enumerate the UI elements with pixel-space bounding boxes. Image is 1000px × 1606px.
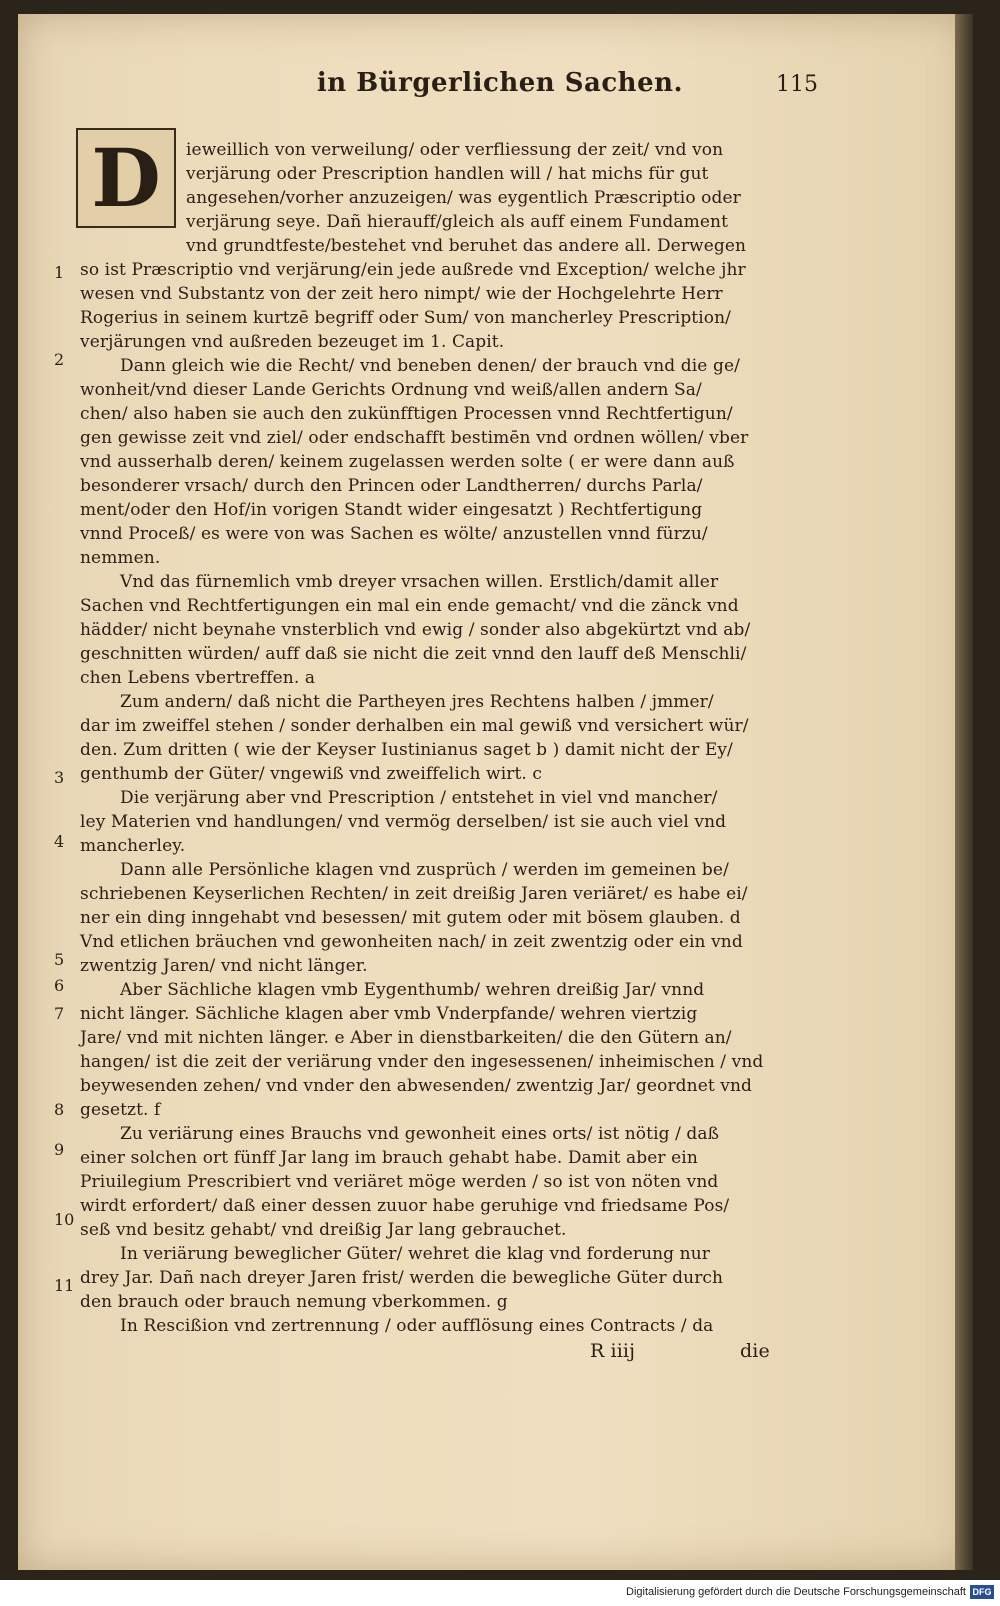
text-line: chen Lebens vbertreffen. a [80,668,316,688]
text-line: mancherley. [80,836,186,856]
margin-number: 10 [54,1210,75,1229]
text-line: ner ein ding inngehabt vnd besessen/ mit gutem oder mit bösem glauben. d [80,908,741,928]
text-line: nicht länger. Sächliche klagen aber vmb Vnderpfande/ wehren viertzig [80,1004,698,1024]
page-number: 115 [776,72,818,97]
margin-number: 6 [54,976,65,995]
margin-number: 1 [54,263,65,282]
initial-letter: D [91,131,161,225]
text-line: nemmen. [80,548,161,568]
text-line: den. Zum dritten ( wie der Keyser Iustinianus saget b ) damit nicht der Ey/ [80,740,733,760]
margin-number: 2 [54,350,65,369]
text-line: gen gewisse zeit vnd ziel/ oder endschafft bestimēn vnd ordnen wöllen/ vber [80,428,749,448]
text-line: vnd ausserhalb deren/ keinem zugelassen werden solte ( er were dann auß [80,452,735,472]
text-line: besonderer vrsach/ durch den Princen oder Landtherren/ durchs Parla/ [80,476,703,496]
text-line: verjärung oder Prescription handlen will / hat michs für gut [186,164,709,184]
text-line: zwentzig Jaren/ vnd nicht länger. [80,956,368,976]
footer-credit: Digitalisierung gefördert durch die Deutsche Forschungsgemeinschaft [626,1586,966,1598]
text-line: Die verjärung aber vnd Prescription / entstehet in viel vnd mancher/ [120,788,718,808]
text-line: Zu veriärung eines Brauchs vnd gewonheit eines orts/ ist nötig / daß [120,1124,720,1144]
text-line: beywesenden zehen/ vnd vnder den abwesenden/ zwentzig Jar/ geordnet vnd [80,1076,753,1096]
text-line: wonheit/vnd dieser Lande Gerichts Ordnung vnd weiß/allen andern Sa/ [80,380,702,400]
text-line: schriebenen Keyserlichen Rechten/ in zeit dreißig Jaren veriäret/ es habe ei/ [80,884,748,904]
text-line: hädder/ nicht beynahe vnsterblich vnd ewig / sonder also abgekürtzt vnd ab/ [80,620,751,640]
text-line: Priuilegium Prescribiert vnd veriäret möge werden / so ist von nöten vnd [80,1172,719,1192]
text-line: Vnd etlichen bräuchen vnd gewonheiten nach/ in zeit zwentzig oder ein vnd [80,932,743,952]
text-line: dar im zweiffel stehen / sonder derhalben ein mal gewiß vnd versichert wür/ [80,716,749,736]
margin-number: 9 [54,1140,65,1159]
text-line: ieweillich von verweilung/ oder verfliessung der zeit/ vnd von [186,140,724,160]
margin-number: 7 [54,1004,65,1023]
margin-number: 5 [54,950,65,969]
dfg-logo: DFG [970,1585,994,1599]
margin-number: 3 [54,768,65,787]
text-line: drey Jar. Dañ nach dreyer Jaren frist/ werden die bewegliche Güter durch [80,1268,724,1288]
text-line: genthumb der Güter/ vngewiß vnd zweiffelich wirt. c [80,764,543,784]
text-line: angesehen/vorher anzuzeigen/ was eygentlich Præscriptio oder [186,188,741,208]
text-line: so ist Præscriptio vnd verjärung/ein jede außrede vnd Exception/ welche jhr [80,260,746,280]
text-line: Jare/ vnd mit nichten länger. e Aber in dienstbarkeiten/ die den Gütern an/ [80,1028,732,1048]
text-line: verjärungen vnd außreden bezeuget im 1. Capit. [80,332,505,352]
margin-number: 11 [54,1276,75,1295]
text-line: seß vnd besitz gehabt/ vnd dreißig Jar lang gebrauchet. [80,1220,567,1240]
text-line: vnd grundtfeste/bestehet vnd beruhet das andere all. Derwegen [186,236,747,256]
text-line: Aber Sächliche klagen vmb Eygenthumb/ wehren dreißig Jar/ vnnd [120,980,705,1000]
margin-number: 8 [54,1100,65,1119]
text-line: einer solchen ort fünff Jar lang im brauch gehabt habe. Damit aber ein [80,1148,698,1168]
text-line: gesetzt. f [80,1100,161,1120]
text-line: wirdt erfordert/ daß einer dessen zuuor habe geruhige vnd friedsame Pos/ [80,1196,730,1216]
text-line: Dann alle Persönliche klagen vnd zusprüch / werden im gemeinen be/ [120,860,729,880]
running-head: in Bürgerlichen Sachen. [316,68,684,98]
text-line: Rogerius in seinem kurtzē begriff oder Sum/ von mancherley Prescription/ [80,308,731,328]
text-line: ley Materien vnd handlungen/ vnd vermög derselben/ ist sie auch viel vnd [80,812,727,832]
signature-mark: R iiij [590,1340,636,1362]
text-line: Vnd das fürnemlich vmb dreyer vrsachen willen. Erstlich/damit aller [120,572,719,592]
text-line: wesen vnd Substantz von der zeit hero nimpt/ wie der Hochgelehrte Herr [80,284,723,304]
text-line: geschnitten würden/ auff daß sie nicht die zeit vnnd den lauff deß Menschli/ [80,644,747,664]
margin-number: 4 [54,832,65,851]
catchword: die [740,1340,770,1362]
text-line: chen/ also haben sie auch den zukünfftigen Processen vnnd Rechtfertigun/ [80,404,733,424]
text-line: Zum andern/ daß nicht die Partheyen jres Rechtens halben / jmmer/ [120,692,714,712]
page-edge [955,14,973,1570]
text-line: In Rescißion vnd zertrennung / oder aufflösung eines Contracts / da [120,1316,714,1336]
decorated-initial [76,128,176,228]
text-line: In veriärung beweglicher Güter/ wehret die klag vnd forderung nur [120,1244,710,1264]
text-line: verjärung seye. Dañ hierauff/gleich als auff einem Fundament [186,212,729,232]
text-line: Dann gleich wie die Recht/ vnd beneben denen/ der brauch vnd die ge/ [120,356,740,376]
text-line: hangen/ ist die zeit der veriärung vnder den ingesessenen/ inheimischen / vnd [80,1052,764,1072]
text-line: Sachen vnd Rechtfertigungen ein mal ein ende gemacht/ vnd die zänck vnd [80,596,739,616]
text-line: den brauch oder brauch nemung vberkommen. g [80,1292,508,1312]
text-line: vnnd Proceß/ es were von was Sachen es wölte/ anzustellen vnnd fürzu/ [80,524,708,544]
text-line: ment/oder den Hof/in vorigen Standt wider eingesatzt ) Rechtfertigung [80,500,703,520]
